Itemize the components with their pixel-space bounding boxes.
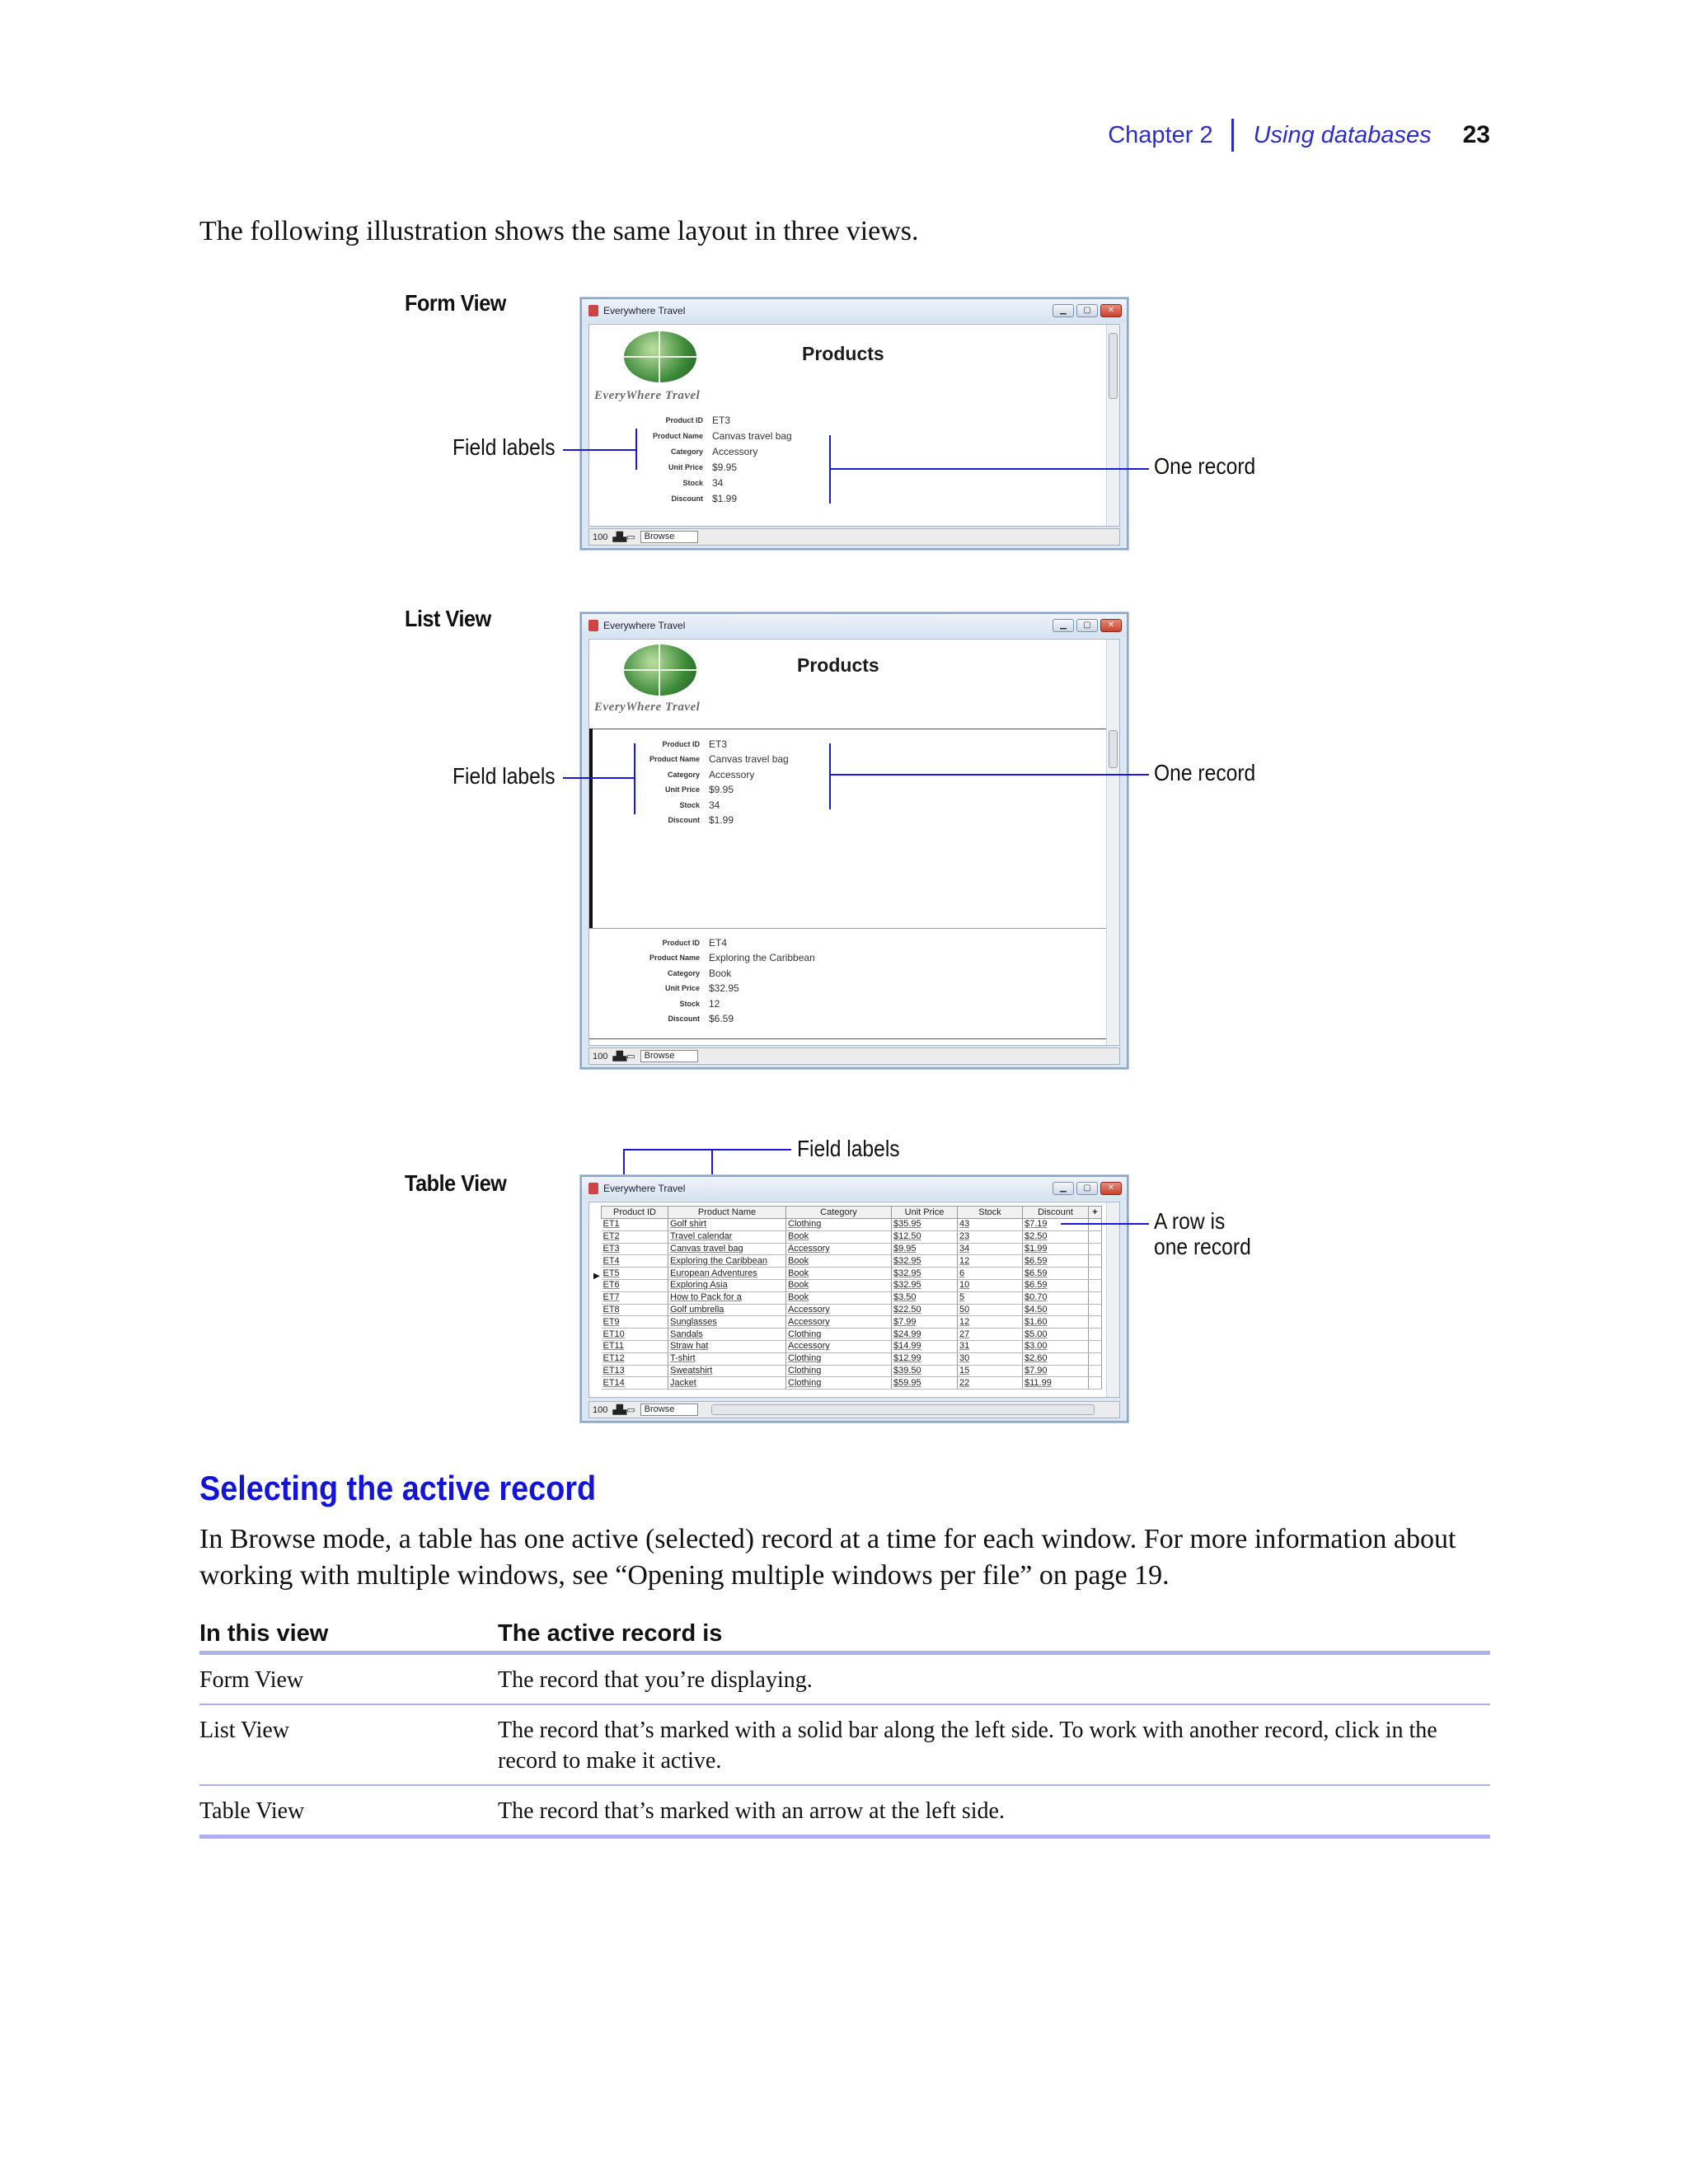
maximize-button[interactable]: ▢ <box>1076 619 1098 632</box>
minimize-button[interactable]: ▁ <box>1053 619 1074 632</box>
field-label: Category <box>667 771 700 779</box>
table-cell[interactable]: 6 <box>958 1268 1023 1280</box>
table-cell[interactable]: Sweatshirt <box>668 1365 786 1377</box>
window-titlebar <box>582 614 1127 637</box>
layout-heading: Products <box>802 343 884 364</box>
record-separator <box>589 928 1106 929</box>
field-label: Stock <box>682 479 703 487</box>
column-header[interactable]: Product Name <box>668 1207 786 1219</box>
table-cell[interactable]: $12.50 <box>892 1230 958 1243</box>
table-cell[interactable]: $1.60 <box>1023 1316 1089 1329</box>
table-row[interactable] <box>602 1352 1102 1365</box>
field-value[interactable]: 12 <box>709 998 720 1010</box>
field-value[interactable]: $32.95 <box>709 982 739 994</box>
section-body: In Browse mode, a table has one active (selected) record at a time for each window. For more information about working with multiple windows, see “Opening multiple windows per file” on page 19. <box>199 1524 1456 1591</box>
view-toggle-icon[interactable]: ▟▙▭ <box>612 1052 635 1062</box>
table-row[interactable] <box>602 1365 1102 1377</box>
field-label: Product ID <box>662 740 700 748</box>
field-value[interactable]: 34 <box>709 799 720 811</box>
active-record-table <box>199 1617 1490 1839</box>
callout-line <box>623 1149 791 1151</box>
running-header <box>1108 115 1490 155</box>
brand-logo-text: EveryWhere Travel <box>594 389 701 402</box>
table-cell[interactable]: ET11 <box>602 1340 668 1352</box>
field-label: Unit Price <box>664 785 700 794</box>
close-button[interactable]: ✕ <box>1100 304 1122 317</box>
description-cell: The record that you’re displaying. <box>498 1667 813 1693</box>
vertical-scrollbar[interactable] <box>1106 1202 1119 1397</box>
table-cell-empty <box>1089 1279 1102 1291</box>
field-label: Discount <box>668 1015 700 1023</box>
description-cell: The record that’s marked with a solid bar along the left side. To work with another record, click in the record to make it active. <box>498 1718 1437 1774</box>
section-heading: Selecting the active record <box>199 1469 597 1507</box>
table-cell[interactable]: Accessory <box>786 1304 892 1316</box>
table-cell-empty <box>1089 1243 1102 1255</box>
table-cell[interactable]: $32.95 <box>892 1255 958 1268</box>
table-cell[interactable]: $6.59 <box>1023 1268 1089 1280</box>
table-row[interactable] <box>602 1268 1102 1280</box>
table-row[interactable] <box>602 1304 1102 1316</box>
table-cell[interactable]: $35.95 <box>892 1219 958 1231</box>
table-cell[interactable]: 34 <box>958 1243 1023 1255</box>
table-cell[interactable]: 10 <box>958 1279 1023 1291</box>
field-value[interactable]: $1.99 <box>709 814 734 826</box>
window-titlebar <box>582 299 1127 322</box>
callout-line-2: one record <box>1154 1234 1251 1259</box>
horizontal-scrollbar[interactable] <box>711 1404 1095 1415</box>
table-cell[interactable]: Sunglasses <box>668 1316 786 1329</box>
table-cell[interactable]: 15 <box>958 1365 1023 1377</box>
mode-select[interactable]: Browse <box>640 531 698 543</box>
window-title: Everywhere Travel <box>603 305 686 316</box>
close-button[interactable]: ✕ <box>1100 1182 1122 1195</box>
field-value[interactable]: Exploring the Caribbean <box>709 952 815 963</box>
field-label: Discount <box>671 494 703 503</box>
form-view-label: Form View <box>405 290 506 316</box>
table-cell[interactable]: ET8 <box>602 1304 668 1316</box>
table-cell[interactable]: Jacket <box>668 1377 786 1390</box>
field-label: Stock <box>679 1000 700 1008</box>
zoom-level[interactable]: 100 <box>593 1404 608 1415</box>
field-labels-callout: Field labels <box>797 1136 900 1161</box>
table-cell[interactable]: Book <box>786 1291 892 1304</box>
close-button[interactable]: ✕ <box>1100 619 1122 632</box>
window-title: Everywhere Travel <box>603 1183 686 1194</box>
callout-line <box>829 468 1149 470</box>
field-value[interactable]: $6.59 <box>709 1013 734 1024</box>
table-row[interactable] <box>602 1340 1102 1352</box>
table-row[interactable] <box>602 1255 1102 1268</box>
table-cell[interactable]: 43 <box>958 1219 1023 1231</box>
field-label: Discount <box>668 816 700 824</box>
chapter-title: Using databases <box>1253 121 1432 148</box>
table-cell[interactable]: $59.95 <box>892 1377 958 1390</box>
table-cell[interactable]: Golf shirt <box>668 1219 786 1231</box>
table-row[interactable] <box>602 1279 1102 1291</box>
table-cell[interactable]: $2.60 <box>1023 1352 1089 1365</box>
field-value[interactable]: Canvas travel bag <box>712 430 792 442</box>
table-cell[interactable]: ET2 <box>602 1230 668 1243</box>
table-cell[interactable]: $22.50 <box>892 1304 958 1316</box>
minimize-button[interactable]: ▁ <box>1053 304 1074 317</box>
active-record-bar <box>589 729 593 928</box>
field-value[interactable]: Book <box>709 968 732 979</box>
table-cell[interactable]: How to Pack for a <box>668 1291 786 1304</box>
table-cell[interactable]: ET10 <box>602 1329 668 1341</box>
column-header[interactable]: Unit Price <box>892 1207 958 1219</box>
intro-text: The following illustration shows the same layout in three views. <box>199 216 919 246</box>
callout-line <box>829 774 1149 776</box>
table-cell[interactable]: ET13 <box>602 1365 668 1377</box>
table-cell[interactable]: $14.99 <box>892 1340 958 1352</box>
table-cell[interactable]: Sandals <box>668 1329 786 1341</box>
view-cell: Form View <box>199 1667 304 1693</box>
app-icon <box>588 1183 598 1194</box>
table-cell-empty <box>1089 1316 1102 1329</box>
view-toggle-icon[interactable]: ▟▙▭ <box>612 1405 635 1415</box>
table-cell[interactable]: European Adventures <box>668 1268 786 1280</box>
table-header-row <box>602 1207 1102 1219</box>
table-cell-empty <box>1089 1230 1102 1243</box>
field-value[interactable]: $9.95 <box>709 784 734 795</box>
list-layout-area <box>588 639 1120 1046</box>
table-cell[interactable]: 22 <box>958 1377 1023 1390</box>
table-layout-area <box>588 1202 1120 1398</box>
table-cell[interactable]: Straw hat <box>668 1340 786 1352</box>
callout-line <box>563 777 635 779</box>
table-cell[interactable]: Book <box>786 1268 892 1280</box>
callout-bracket <box>829 743 831 809</box>
app-icon <box>588 305 598 316</box>
table-header <box>199 1617 1490 1655</box>
table-cell[interactable]: ET14 <box>602 1377 668 1390</box>
table-cell[interactable]: $6.59 <box>1023 1255 1089 1268</box>
field-label: Product Name <box>649 954 700 962</box>
table-cell[interactable]: $3.50 <box>892 1291 958 1304</box>
column-header[interactable]: Discount <box>1023 1207 1089 1219</box>
table-cell[interactable]: $1.99 <box>1023 1243 1089 1255</box>
status-bar <box>588 528 1120 546</box>
field-value[interactable]: $1.99 <box>712 493 738 504</box>
column-header[interactable]: Category <box>786 1207 892 1219</box>
table-cell[interactable]: ET1 <box>602 1219 668 1231</box>
table-cell[interactable]: 12 <box>958 1316 1023 1329</box>
table-row[interactable] <box>602 1329 1102 1341</box>
field-label: Product Name <box>649 755 700 763</box>
table-cell[interactable]: $24.99 <box>892 1329 958 1341</box>
column-header: The active record is <box>498 1620 723 1647</box>
table-cell[interactable]: $2.50 <box>1023 1230 1089 1243</box>
form-view-window <box>580 298 1128 550</box>
table-cell[interactable]: $32.95 <box>892 1279 958 1291</box>
field-value[interactable]: ET4 <box>709 937 728 949</box>
table-cell[interactable]: $6.59 <box>1023 1279 1089 1291</box>
one-record-callout: One record <box>1154 760 1256 785</box>
mode-select[interactable]: Browse <box>640 1050 698 1062</box>
field-labels-callout: Field labels <box>452 763 556 789</box>
brand-logo-text: EveryWhere Travel <box>594 701 701 714</box>
table-cell[interactable]: Accessory <box>786 1340 892 1352</box>
table-row[interactable] <box>602 1316 1102 1329</box>
field-value[interactable]: ET3 <box>709 738 728 750</box>
table-cell[interactable]: ET4 <box>602 1255 668 1268</box>
globe-logo-icon <box>624 644 696 696</box>
maximize-button[interactable]: ▢ <box>1076 304 1098 317</box>
page-number: 23 <box>1462 121 1490 148</box>
table-cell[interactable]: $7.19 <box>1023 1219 1089 1231</box>
table-view-label: Table View <box>405 1170 507 1196</box>
minimize-button[interactable]: ▁ <box>1053 1182 1074 1195</box>
table-cell[interactable]: Book <box>786 1230 892 1243</box>
app-icon <box>588 620 598 631</box>
table-body <box>602 1219 1102 1390</box>
table-cell[interactable]: Accessory <box>786 1243 892 1255</box>
table-cell[interactable]: Golf umbrella <box>668 1304 786 1316</box>
zoom-level[interactable]: 100 <box>593 532 608 542</box>
table-cell[interactable]: Book <box>786 1255 892 1268</box>
table-row[interactable] <box>602 1219 1102 1231</box>
field-label: Unit Price <box>664 984 700 992</box>
field-value[interactable]: $9.95 <box>712 462 738 473</box>
table-row[interactable] <box>602 1230 1102 1243</box>
table-cell[interactable]: 12 <box>958 1255 1023 1268</box>
field-label: Stock <box>679 801 700 809</box>
column-header[interactable]: Stock <box>958 1207 1023 1219</box>
table-cell[interactable]: Exploring the Caribbean <box>668 1255 786 1268</box>
table-cell-empty <box>1089 1291 1102 1304</box>
field-value[interactable]: ET3 <box>712 415 731 426</box>
table-cell[interactable]: 30 <box>958 1352 1023 1365</box>
table-cell[interactable]: Clothing <box>786 1219 892 1231</box>
table-cell[interactable]: $3.00 <box>1023 1340 1089 1352</box>
table-cell[interactable]: Book <box>786 1279 892 1291</box>
field-labels-callout: Field labels <box>452 434 556 460</box>
active-row-arrow-icon: ▶ <box>593 1272 600 1281</box>
window-titlebar <box>582 1177 1127 1200</box>
maximize-button[interactable]: ▢ <box>1076 1182 1098 1195</box>
view-toggle-icon[interactable]: ▟▙▭ <box>612 532 635 542</box>
layout-heading: Products <box>797 654 879 676</box>
callout-line <box>563 449 637 451</box>
table-cell[interactable]: Clothing <box>786 1329 892 1341</box>
list-view-window <box>580 612 1128 1069</box>
table-cell[interactable]: Canvas travel bag <box>668 1243 786 1255</box>
list-view-label: List View <box>405 606 491 631</box>
table-cell[interactable]: ET6 <box>602 1279 668 1291</box>
table-row <box>199 1655 1490 1705</box>
view-cell: Table View <box>199 1798 305 1824</box>
table-cell[interactable]: 5 <box>958 1291 1023 1304</box>
row-record-callout <box>1154 1208 1251 1259</box>
table-cell[interactable]: Clothing <box>786 1352 892 1365</box>
table-row[interactable] <box>602 1377 1102 1390</box>
description-cell: The record that’s marked with an arrow at the left side. <box>498 1798 1005 1824</box>
form-layout-area <box>588 324 1120 527</box>
table-cell[interactable]: Clothing <box>786 1365 892 1377</box>
field-label: Product Name <box>652 432 703 440</box>
table-cell[interactable]: $0.70 <box>1023 1291 1089 1304</box>
window-title: Everywhere Travel <box>603 620 686 631</box>
table-row <box>199 1786 1490 1839</box>
table-cell[interactable]: 31 <box>958 1340 1023 1352</box>
table-cell-empty <box>1089 1255 1102 1268</box>
table-cell[interactable]: $11.99 <box>1023 1377 1089 1390</box>
field-label: Category <box>667 969 700 977</box>
column-header: In this view <box>199 1620 329 1647</box>
header-separator <box>1231 119 1234 152</box>
table-cell-empty <box>1089 1365 1102 1377</box>
field-value[interactable]: Canvas travel bag <box>709 753 789 765</box>
field-label: Product ID <box>665 416 703 424</box>
table-row[interactable] <box>602 1291 1102 1304</box>
table-row <box>199 1705 1490 1786</box>
table-cell[interactable]: 50 <box>958 1304 1023 1316</box>
table-cell-empty <box>1089 1268 1102 1280</box>
table-cell[interactable]: ET3 <box>602 1243 668 1255</box>
table-cell[interactable]: $5.00 <box>1023 1329 1089 1341</box>
callout-bracket <box>634 743 635 814</box>
table-cell[interactable]: Exploring Asia <box>668 1279 786 1291</box>
add-field-button[interactable]: + <box>1089 1207 1102 1219</box>
field-label: Category <box>670 448 703 456</box>
table-cell[interactable]: T-shirt <box>668 1352 786 1365</box>
callout-bracket <box>635 429 637 470</box>
table-cell[interactable]: $4.50 <box>1023 1304 1089 1316</box>
table-cell[interactable]: Accessory <box>786 1316 892 1329</box>
table-cell[interactable]: $7.90 <box>1023 1365 1089 1377</box>
view-cell: List View <box>199 1718 290 1743</box>
table-cell[interactable]: $9.95 <box>892 1243 958 1255</box>
table-cell[interactable]: $32.95 <box>892 1268 958 1280</box>
field-label: Unit Price <box>668 463 703 471</box>
records-table <box>601 1206 1102 1390</box>
table-cell-empty <box>1089 1377 1102 1390</box>
zoom-level[interactable]: 100 <box>593 1051 608 1062</box>
table-row[interactable] <box>602 1243 1102 1255</box>
vertical-scrollbar[interactable] <box>1106 640 1119 1045</box>
table-cell[interactable]: $39.50 <box>892 1365 958 1377</box>
field-value[interactable]: Accessory <box>712 446 758 457</box>
record-separator <box>589 1038 1106 1039</box>
column-header[interactable]: Product ID <box>602 1207 668 1219</box>
table-cell[interactable]: $12.99 <box>892 1352 958 1365</box>
one-record-callout: One record <box>1154 453 1256 479</box>
table-cell[interactable]: 27 <box>958 1329 1023 1341</box>
table-cell[interactable]: ET7 <box>602 1291 668 1304</box>
table-cell[interactable]: $7.99 <box>892 1316 958 1329</box>
status-bar <box>588 1047 1120 1065</box>
globe-logo-icon <box>624 331 696 382</box>
table-cell-empty <box>1089 1304 1102 1316</box>
vertical-scrollbar[interactable] <box>1106 325 1119 526</box>
callout-line-1: A row is <box>1154 1208 1226 1234</box>
table-cell[interactable]: Travel calendar <box>668 1230 786 1243</box>
table-cell[interactable]: Clothing <box>786 1377 892 1390</box>
callout-line <box>1061 1223 1149 1225</box>
table-cell[interactable]: ET9 <box>602 1316 668 1329</box>
chapter-label: Chapter 2 <box>1108 121 1213 148</box>
field-value[interactable]: 34 <box>712 477 724 489</box>
table-cell[interactable]: ET5 <box>602 1268 668 1280</box>
table-view-window <box>580 1175 1128 1422</box>
field-value[interactable]: Accessory <box>709 769 755 780</box>
table-cell-empty <box>1089 1329 1102 1341</box>
status-bar <box>588 1401 1120 1418</box>
field-label: Product ID <box>662 939 700 947</box>
table-cell-empty <box>1089 1340 1102 1352</box>
table-cell[interactable]: ET12 <box>602 1352 668 1365</box>
table-cell[interactable]: 23 <box>958 1230 1023 1243</box>
mode-select[interactable]: Browse <box>640 1404 698 1416</box>
table-cell-empty <box>1089 1352 1102 1365</box>
